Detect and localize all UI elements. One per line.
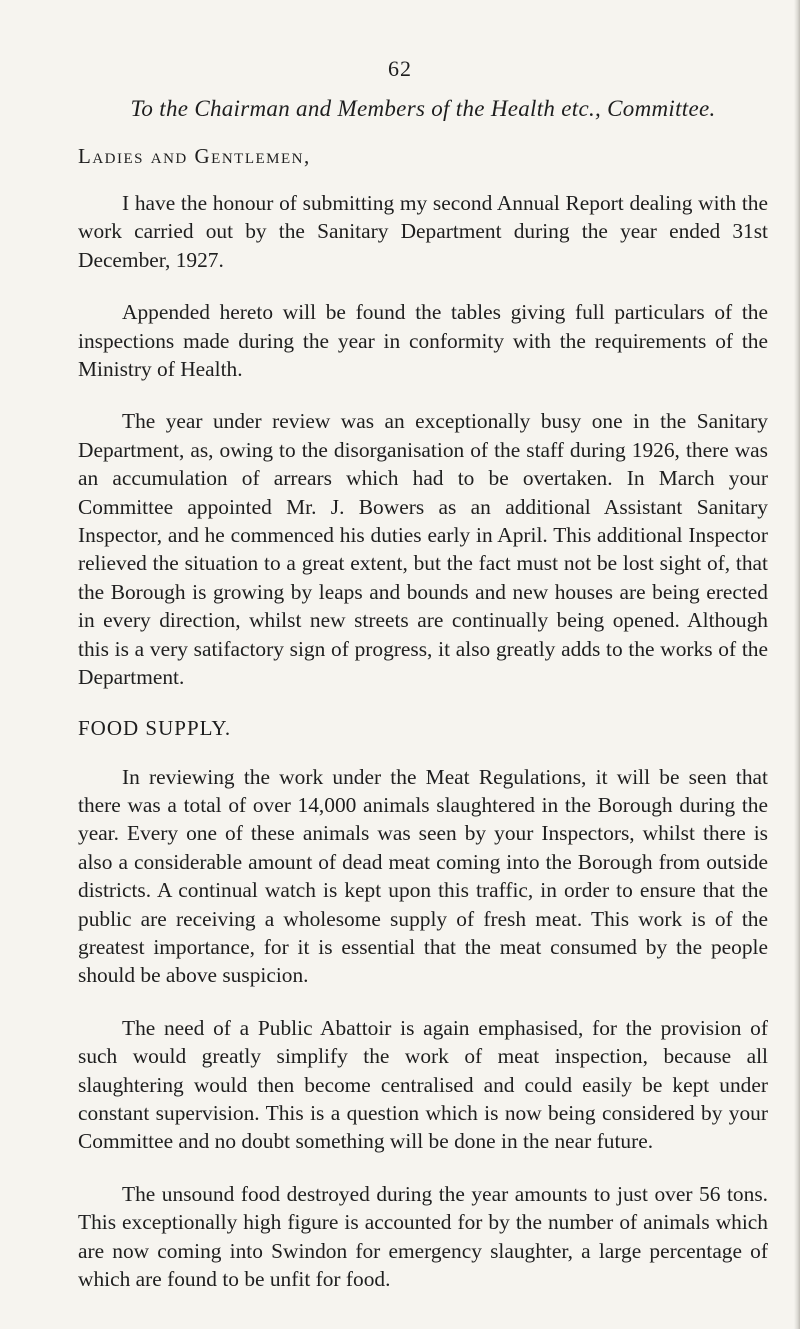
section-heading-food-supply: FOOD SUPPLY. bbox=[78, 715, 232, 740]
paragraph-meat-regulations: In reviewing the work under the Meat Regulations, it will be seen that there was a total of over 14,000 animals slaughtered in the Borough during the year. Every one of these animals was seen by your Inspectors, whilst there is also a considerable amount of dead meat coming into the Borough from outside districts. A continual watch is kept upon this traffic, in order to ensure that the public are receiving a wholesome supply of fresh meat. This work is of the greatest importance, for it is essential that the meat consumed by the people should be above suspicion. bbox=[78, 764, 768, 988]
letter-salutation: Ladies and Gentlemen, bbox=[78, 144, 311, 168]
paragraph-intro: I have the honour of submitting my second Annual Report dealing with the work carried out by the Sanitary Department during the year ended 31st December, 1927. bbox=[78, 191, 768, 272]
paragraph-public-abattoir: The need of a Public Abattoir is again emphasised, for the provision of such would greatly simplify the work of meat inspection, because all slaughtering would then become centralised and could easily be kept under constant supervision. This is a question which is now being considered by your Committee and no doubt something will be done in the near future. bbox=[78, 1015, 768, 1154]
paragraph-year-review: The year under review was an exceptionally busy one in the Sanitary Department, as, owing to the disorganisation of the staff during 1926, there was an accumulation of arrears which had to be overtaken. In March your Committee appointed Mr. J. Bowers as an additional Assistant Sanitary Inspector, and he commenced his duties early in April. This additional Inspector relieved the situation to a great extent, but the fact must not be lost sight of, that the Borough is growing by leaps and bounds and new houses are being erected in every direction, whilst new streets are continually being opened. Although this is a very satifactory sign of progress, it also greatly adds to the works of the Department. bbox=[78, 409, 768, 690]
paragraph-appended-tables: Appended hereto will be found the tables giving full particulars of the inspections made during the year in conformity with the requirements of the Ministry of Health. bbox=[78, 300, 768, 382]
letter-address: To the Chairman and Members of the Health etc., Committee. bbox=[130, 96, 716, 121]
page-number: 62 bbox=[388, 56, 412, 81]
report-body bbox=[78, 96, 768, 1317]
paragraph-unsound-food: The unsound food destroyed during the year amounts to just over 56 tons. This exceptionally high figure is accounted for by the number of animals which are now coming into Swindon for emergency slaughter, a large percentage of which are found to be unfit for food. bbox=[78, 1181, 768, 1291]
page-edge-shadow bbox=[794, 0, 800, 1329]
